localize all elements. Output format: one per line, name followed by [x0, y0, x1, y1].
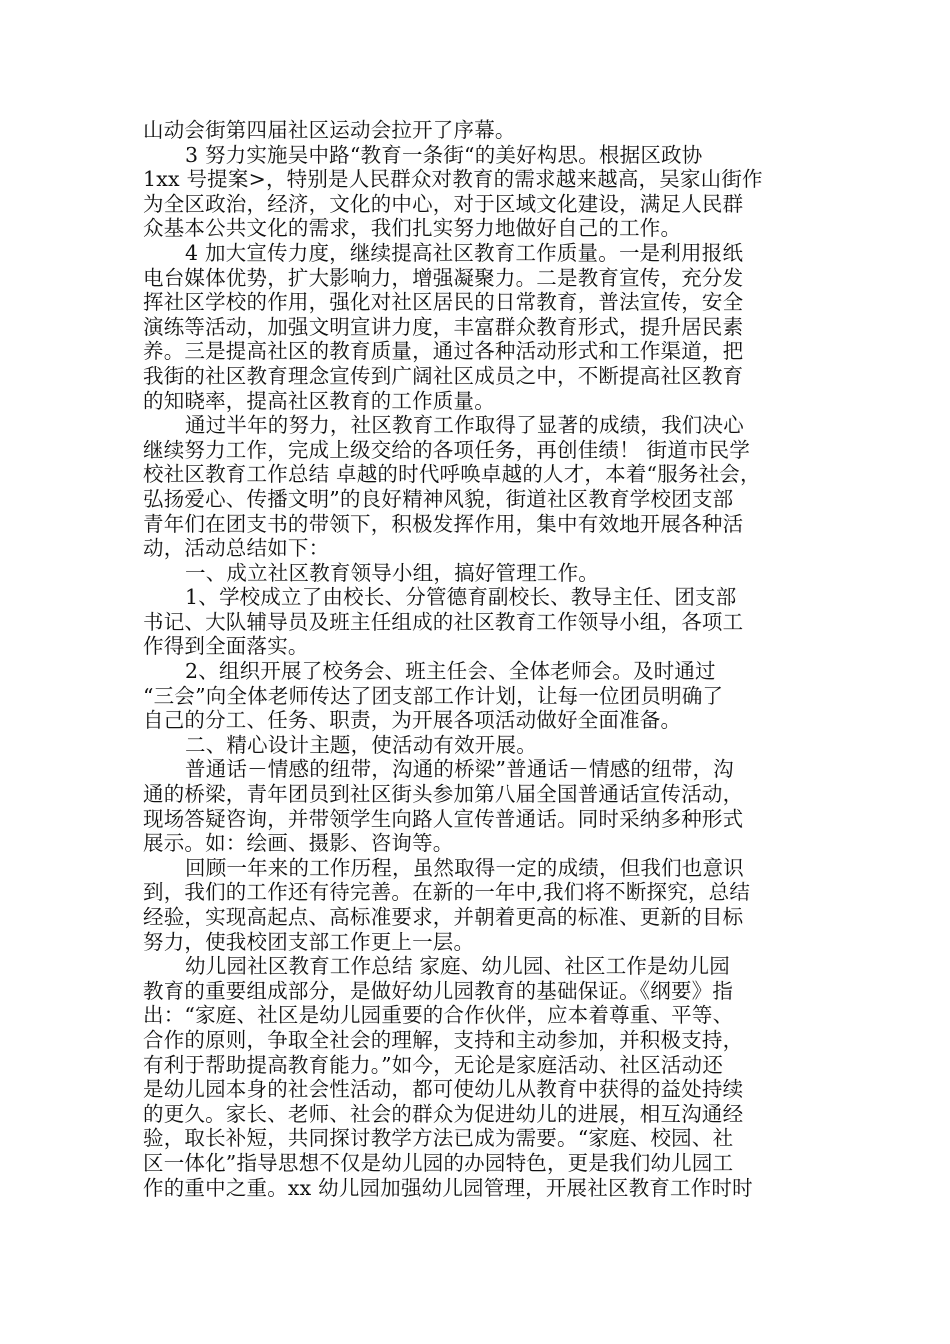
text-line: 到，我们的工作还有待完善。在新的一年中,我们将不断探究，总结	[143, 880, 751, 905]
text-line: “三会”向全体老师传达了团支部工作计划，让每一位团员明确了	[143, 683, 724, 708]
text-line: 我街的社区教育理念宣传到广阔社区成员之中，不断提高社区教育	[143, 363, 744, 388]
text-line: 展示。如：绘画、摄影、咨询等。	[143, 831, 454, 856]
text-line: 通过半年的努力，社区教育工作取得了显著的成绩，我们决心	[185, 413, 744, 438]
text-line: 3 努力实施吴中路“教育一条街“的美好构思。根据区政协	[185, 142, 703, 167]
text-line: 有利于帮助提高教育能力。”如今，无论是家庭活动、社区活动还	[143, 1052, 724, 1077]
text-line: 自己的分工、任务、职责，为开展各项活动做好全面准备。	[143, 708, 682, 733]
text-line: 山动会街第四届社区运动会拉开了序幕。	[143, 118, 516, 142]
text-line: 作得到全面落实。	[143, 634, 309, 659]
text-line: 为全区政治，经济，文化的中心，对于区域文化建设，满足人民群	[143, 191, 744, 216]
text-line: 众基本公共文化的需求，我们扎实努力地做好自己的工作。	[143, 216, 682, 241]
text-line: 合作的原则，争取全社会的理解，支持和主动参加，并积极支持，	[143, 1027, 744, 1052]
text-line: 养。三是提高社区的教育质量，通过各种活动形式和工作渠道，把	[143, 339, 744, 364]
text-line: 4 加大宣传力度，继续提高社区教育工作质量。一是利用报纸	[185, 240, 744, 265]
text-line: 通的桥梁，青年团员到社区街头参加第八届全国普通话宣传活动，	[143, 782, 744, 807]
text-line: 的知晓率，提高社区教育的工作质量。	[143, 388, 495, 413]
text-line: 验，取长补短，共同探讨教学方法已成为需要。“家庭、校园、社	[143, 1126, 734, 1151]
text-line: 动，活动总结如下：	[143, 536, 330, 561]
text-line: 是幼儿园本身的社会性活动，都可使幼儿从教育中获得的益处持续	[143, 1077, 744, 1102]
text-line: 一、成立社区教育领导小组，搞好管理工作。	[185, 560, 599, 585]
text-line: 努力，使我校团支部工作更上一层。	[143, 929, 475, 954]
text-line: 1、学校成立了由校长、分管德育副校长、教导主任、团支部	[185, 585, 737, 610]
text-line: 青年们在团支书的带领下，积极发挥作用，集中有效地开展各种活	[143, 511, 744, 536]
text-line: 书记、大队辅导员及班主任组成的社区教育工作领导小组，各项工	[143, 609, 744, 634]
text-line: 回顾一年来的工作历程，虽然取得一定的成绩，但我们也意识	[185, 855, 744, 880]
text-line: 作的重中之重。xx 幼儿园加强幼儿园管理，开展社区教育工作时时	[143, 1175, 753, 1200]
text-line: 区一体化”指导思想不仅是幼儿园的办园特色，更是我们幼儿园工	[143, 1150, 734, 1175]
text-line: 2、组织开展了校务会、班主任会、全体老师会。及时通过	[185, 659, 716, 684]
text-line: 的更久。家长、老师、社会的群众为促进幼儿的进展，相互沟通经	[143, 1101, 744, 1126]
text-line: 幼儿园社区教育工作总结 家庭、幼儿园、社区工作是幼儿园	[185, 954, 730, 979]
text-line: 出：“家庭、社区是幼儿园重要的合作伙伴，应本着尊重、平等、	[143, 1003, 734, 1028]
text-line: 现场答疑咨询，并带领学生向路人宣传普通话。同时采纳多种形式	[143, 806, 744, 831]
document-body	[143, 118, 843, 1200]
text-line: 二、精心设计主题，使活动有效开展。	[185, 732, 537, 757]
text-line: 普通话－情感的纽带，沟通的桥梁”普通话－情感的纽带，沟	[185, 757, 734, 782]
text-line: 1xx 号提案>，特别是人民群众对教育的需求越来越高，吴家山街作	[143, 167, 763, 192]
text-line: 挥社区学校的作用，强化对社区居民的日常教育，普法宣传，安全	[143, 290, 744, 315]
text-line: 演练等活动，加强文明宣讲力度，丰富群众教育形式，提升居民素	[143, 314, 744, 339]
text-line: 经验，实现高起点、高标准要求，并朝着更高的标准、更新的目标	[143, 905, 744, 929]
text-line: 教育的重要组成部分，是做好幼儿园教育的基础保证。《纲要》指	[143, 978, 734, 1003]
text-line: 校社区教育工作总结 卓越的时代呼唤卓越的人才，本着“服务社会，	[143, 462, 761, 487]
text-line: 弘扬爱心、传播文明”的良好精神风貌，街道社区教育学校团支部	[143, 486, 734, 511]
text-line: 继续努力工作，完成上级交给的各项任务，再创佳绩！ 街道市民学	[143, 437, 751, 462]
text-line: 电台媒体优势，扩大影响力，增强凝聚力。二是教育宣传，充分发	[143, 265, 744, 290]
